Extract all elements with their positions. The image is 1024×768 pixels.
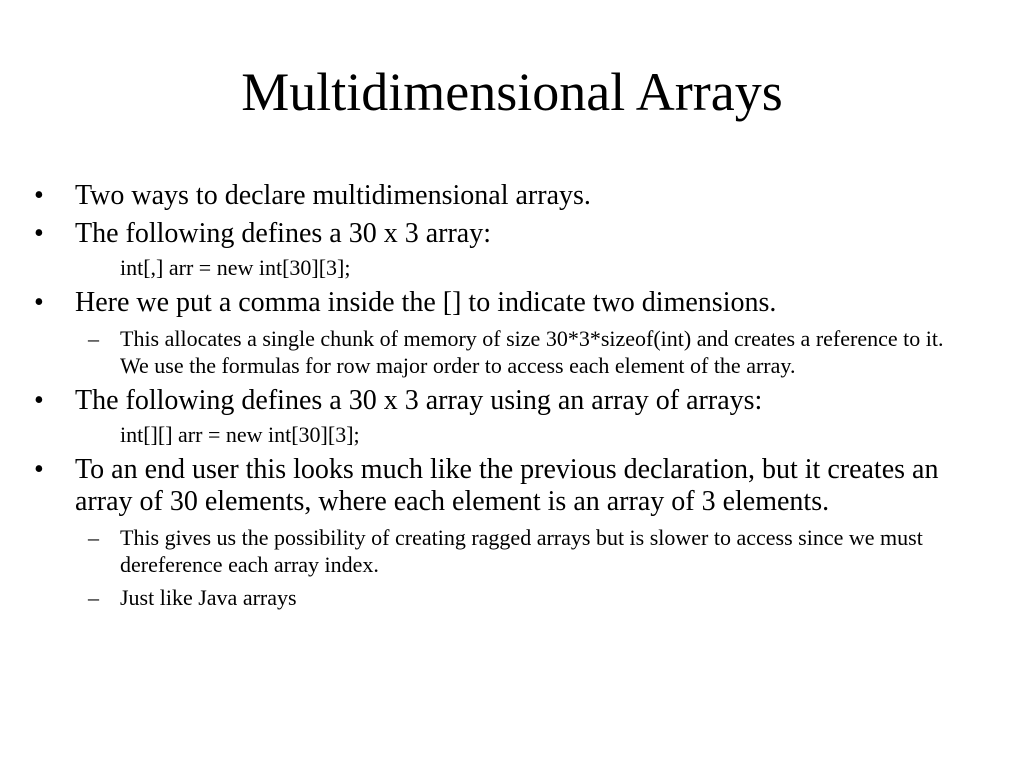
- code-line: int[,] arr = new int[30][3];: [120, 255, 351, 280]
- bullet-icon: •: [34, 287, 44, 318]
- bullet-text: To an end user this looks much like the previous declaration, but it creates an array of 30 elements, where each element is an array of 3 elements.: [75, 454, 939, 517]
- bullet-icon: •: [34, 385, 44, 416]
- bullet-item: [30, 385, 970, 417]
- sub-bullet-item: [30, 325, 970, 379]
- sub-bullet-text: This gives us the possibility of creating ragged arrays but is slower to access since we must dereference each array index.: [120, 525, 923, 577]
- dash-icon: –: [88, 585, 99, 610]
- slide-title: Multidimensional Arrays: [241, 62, 783, 122]
- bullet-icon: •: [34, 180, 44, 211]
- bullet-text: Two ways to declare multidimensional arrays.: [75, 180, 591, 211]
- dash-icon: –: [88, 326, 99, 351]
- dash-icon: –: [88, 525, 99, 550]
- bullet-item: [30, 287, 970, 319]
- bullet-item: [30, 454, 970, 518]
- sub-bullet-item: [30, 584, 970, 611]
- slide-body: [30, 180, 970, 617]
- sub-bullet-item: [30, 524, 970, 578]
- bullet-icon: •: [34, 218, 44, 249]
- sub-bullet-text: Just like Java arrays: [120, 585, 297, 610]
- code-line: int[][] arr = new int[30][3];: [120, 422, 360, 447]
- bullet-icon: •: [34, 454, 44, 485]
- bullet-item: [30, 218, 970, 250]
- bullet-text: The following defines a 30 x 3 array using an array of arrays:: [75, 385, 763, 416]
- bullet-text: Here we put a comma inside the [] to indicate two dimensions.: [75, 287, 777, 318]
- bullet-text: The following defines a 30 x 3 array:: [75, 218, 491, 249]
- bullet-item: [30, 180, 970, 212]
- sub-bullet-text: This allocates a single chunk of memory of size 30*3*sizeof(int) and creates a reference to it. We use the formulas for row major order to access each element of the array.: [120, 326, 944, 378]
